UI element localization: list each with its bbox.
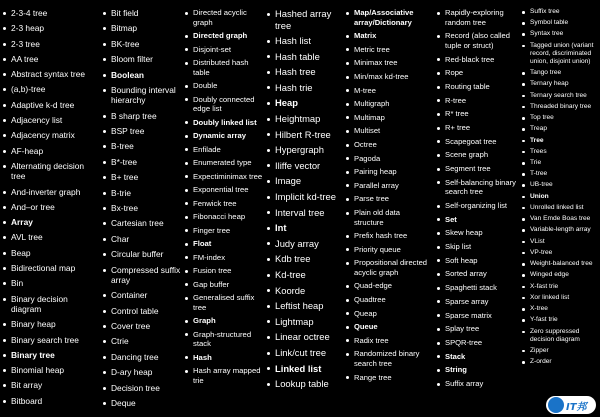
list-item: Union (521, 193, 600, 201)
list-item: Ternary search tree (521, 92, 600, 100)
list-item: Z-order (521, 358, 600, 366)
list-item: Plain old data structure (345, 208, 431, 227)
list-item: Octree (345, 140, 431, 150)
list-item: Multimap (345, 113, 431, 123)
list-item: AF-heap (2, 146, 98, 156)
list-item: AVL tree (2, 232, 98, 242)
list-item: Enumerated type (184, 158, 266, 168)
list-item: Binomial heap (2, 365, 98, 375)
list-item: And-inverter graph (2, 187, 98, 197)
list-item: Trees (521, 148, 600, 156)
list-item: Trie (521, 159, 600, 167)
list-item: Hash table (266, 51, 346, 63)
list-item: Decision tree (102, 383, 186, 393)
list-item: Lookup table (266, 378, 346, 390)
list-item: Directed acyclic graph (184, 8, 266, 27)
list-item: Routing table (436, 82, 522, 92)
list-item: Hash array mapped trie (184, 366, 266, 385)
list-item: Multiset (345, 126, 431, 136)
list-item: Hash (184, 353, 266, 363)
list-item: Leftist heap (266, 300, 346, 312)
list-item: Heap (266, 97, 346, 109)
list-item: Scene graph (436, 150, 522, 160)
list-item: Directed graph (184, 31, 266, 41)
list-item: Hypergraph (266, 144, 346, 156)
list-item: B-tree (102, 141, 186, 151)
list-item: Container (102, 290, 186, 300)
list-item: Bloom filter (102, 54, 186, 64)
watermark-brand: IT邦 (566, 402, 587, 413)
list-item: Suffix array (436, 379, 522, 389)
list-item: Boolean (102, 70, 186, 80)
list-item: Disjoint-set (184, 45, 266, 55)
list-item: Propositional directed acyclic graph (345, 258, 431, 277)
list-item: Hilbert R-tree (266, 129, 346, 141)
list-item: D-ary heap (102, 367, 186, 377)
list-item: Dancing tree (102, 352, 186, 362)
list-item: Cartesian tree (102, 218, 186, 228)
list-item: Multigraph (345, 99, 431, 109)
list-item: Heightmap (266, 113, 346, 125)
list-item: B+ tree (102, 172, 186, 182)
list-item: Soft heap (436, 256, 522, 266)
list-item: Sparse matrix (436, 311, 522, 321)
list-item: Red-black tree (436, 55, 522, 65)
list-item: Ternary heap (521, 80, 600, 88)
list-item: Doubly connected edge list (184, 95, 266, 114)
list-item: Binary search tree (2, 335, 98, 345)
list-item: Queap (345, 309, 431, 319)
column-6 (436, 8, 522, 393)
list-item: Parse tree (345, 194, 431, 204)
list-item: Suffix tree (521, 8, 600, 16)
list-item: X-fast trie (521, 283, 600, 291)
list-item: Graph (184, 316, 266, 326)
list-item: Bitboard (2, 396, 98, 406)
list-item: Image (266, 175, 346, 187)
list-item: Bidirectional map (2, 263, 98, 273)
list-item: Ctrie (102, 336, 186, 346)
list-item: Distributed hash table (184, 58, 266, 77)
list-item: Threaded binary tree (521, 103, 600, 111)
list-item: Hash trie (266, 82, 346, 94)
list-item: FM-index (184, 253, 266, 263)
list-item: Hash tree (266, 66, 346, 78)
list-item: 2-3-4 tree (2, 8, 98, 18)
list-item: Self-organizing list (436, 201, 522, 211)
site-logo-icon (548, 397, 564, 413)
list-item: Iliffe vector (266, 160, 346, 172)
list-item: Scapegoat tree (436, 137, 522, 147)
list-item: Compressed suffix array (102, 265, 186, 286)
column-2 (102, 8, 186, 413)
list-item: Syntax tree (521, 30, 600, 38)
list-item: 2-3 heap (2, 23, 98, 33)
list-item: Interval tree (266, 207, 346, 219)
list-item: Splay tree (436, 324, 522, 334)
list-item: Pagoda (345, 154, 431, 164)
list-item: Generalised suffix tree (184, 293, 266, 312)
list-item: Set (436, 215, 522, 225)
list-item: Binary heap (2, 319, 98, 329)
list-item: Sorted array (436, 269, 522, 279)
list-item: B*-tree (102, 157, 186, 167)
column-3 (184, 8, 266, 389)
list-item: Bin (2, 278, 98, 288)
list-item: Alternating decision tree (2, 161, 98, 182)
list-item: Hashed array tree (266, 8, 346, 31)
list-item: Kdb tree (266, 253, 346, 265)
list-item: Randomized binary search tree (345, 349, 431, 368)
list-item: Enfilade (184, 145, 266, 155)
list-item: Adjacency list (2, 115, 98, 125)
list-item: Tango tree (521, 69, 600, 77)
list-item: Bitmap (102, 23, 186, 33)
list-item: Self-balancing binary search tree (436, 178, 522, 197)
list-item: Pairing heap (345, 167, 431, 177)
list-item: Control table (102, 306, 186, 316)
list-item: Matrix (345, 31, 431, 41)
list-item: Bx-tree (102, 203, 186, 213)
list-item: Circular buffer (102, 249, 186, 259)
list-item: R* tree (436, 109, 522, 119)
list-item: Record (also called tuple or struct) (436, 31, 522, 50)
list-item: Lightmap (266, 316, 346, 328)
list-item: T-tree (521, 170, 600, 178)
column-4 (266, 8, 346, 394)
list-item: Gap buffer (184, 280, 266, 290)
list-item: Adaptive k-d tree (2, 100, 98, 110)
list-item: Quad-edge (345, 281, 431, 291)
column-1 (2, 8, 98, 411)
list-item: Top tree (521, 114, 600, 122)
list-item: Implicit kd-tree (266, 191, 346, 203)
list-item: Fenwick tree (184, 199, 266, 209)
list-item: Finger tree (184, 226, 266, 236)
list-item: Exponential tree (184, 185, 266, 195)
list-item: UB-tree (521, 181, 600, 189)
list-item: BK-tree (102, 39, 186, 49)
list-item: Variable-length array (521, 226, 600, 234)
list-item: Int (266, 222, 346, 234)
list-item: Judy array (266, 238, 346, 250)
list-item: Parallel array (345, 181, 431, 191)
list-item: Xor linked list (521, 294, 600, 302)
list-item: VP-tree (521, 249, 600, 257)
list-item: Array (2, 217, 98, 227)
list-item: Kd-tree (266, 269, 346, 281)
list-item: Beap (2, 248, 98, 258)
list-item: Bit array (2, 380, 98, 390)
list-item: Y-fast trie (521, 316, 600, 324)
list-item: Tree (521, 137, 600, 145)
list-item: B-trie (102, 188, 186, 198)
list-item: Link/cut tree (266, 347, 346, 359)
list-item: Winged edge (521, 271, 600, 279)
list-item: Cover tree (102, 321, 186, 331)
list-item: BSP tree (102, 126, 186, 136)
list-item: Minimax tree (345, 58, 431, 68)
list-item: Dynamic array (184, 131, 266, 141)
list-item: Deque (102, 398, 186, 408)
list-item: Binary decision diagram (2, 294, 98, 315)
list-item: Tagged union (variant record, discriminated union, disjoint union) (521, 42, 600, 66)
list-item: Adjacency matrix (2, 130, 98, 140)
list-item: X-tree (521, 305, 600, 313)
list-item: VList (521, 238, 600, 246)
list-item: R+ tree (436, 123, 522, 133)
list-item: Metric tree (345, 45, 431, 55)
list-item: (a,b)-tree (2, 84, 98, 94)
list-item: Char (102, 234, 186, 244)
list-item: Unrolled linked list (521, 204, 600, 212)
list-item: Float (184, 239, 266, 249)
list-item: R-tree (436, 96, 522, 106)
list-item: Map/Associative array/Dictionary (345, 8, 431, 27)
list-item: Prefix hash tree (345, 231, 431, 241)
list-item: Range tree (345, 373, 431, 383)
list-item: Bounding interval hierarchy (102, 85, 186, 106)
list-item: Koorde (266, 285, 346, 297)
list-item: Spaghetti stack (436, 283, 522, 293)
list-item: Sparse array (436, 297, 522, 307)
list-item: SPQR-tree (436, 338, 522, 348)
list-item: AA tree (2, 54, 98, 64)
list-item: Fusion tree (184, 266, 266, 276)
list-item: Treap (521, 125, 600, 133)
list-item: Priority queue (345, 245, 431, 255)
list-item: Hash list (266, 35, 346, 47)
list-item: Linked list (266, 363, 346, 375)
list-item: Bit field (102, 8, 186, 18)
column-7 (521, 8, 600, 369)
list-item: Segment tree (436, 164, 522, 174)
list-item: Double (184, 81, 266, 91)
list-item: Van Emde Boas tree (521, 215, 600, 223)
list-item: 2-3 tree (2, 39, 98, 49)
list-item: Quadtree (345, 295, 431, 305)
list-item: Expectiminimax tree (184, 172, 266, 182)
list-item: Rapidly-exploring random tree (436, 8, 522, 27)
list-item: Doubly linked list (184, 118, 266, 128)
list-item: Zero suppressed decision diagram (521, 328, 600, 344)
list-item: M-tree (345, 86, 431, 96)
list-item: B sharp tree (102, 111, 186, 121)
list-item: And–or tree (2, 202, 98, 212)
list-item: Zipper (521, 347, 600, 355)
list-item: Binary tree (2, 350, 98, 360)
list-item: Weight-balanced tree (521, 260, 600, 268)
list-item: String (436, 365, 522, 375)
list-item: Symbol table (521, 19, 600, 27)
list-item: Skew heap (436, 228, 522, 238)
list-item: Fibonacci heap (184, 212, 266, 222)
list-item: Skip list (436, 242, 522, 252)
list-item: Stack (436, 352, 522, 362)
list-item: Radix tree (345, 336, 431, 346)
list-item: Rope (436, 68, 522, 78)
list-item: Linear octree (266, 331, 346, 343)
list-item: Abstract syntax tree (2, 69, 98, 79)
column-5 (345, 8, 431, 386)
list-item: Queue (345, 322, 431, 332)
list-item: Graph-structured stack (184, 330, 266, 349)
site-watermark (546, 396, 596, 414)
list-item: Min/max kd-tree (345, 72, 431, 82)
